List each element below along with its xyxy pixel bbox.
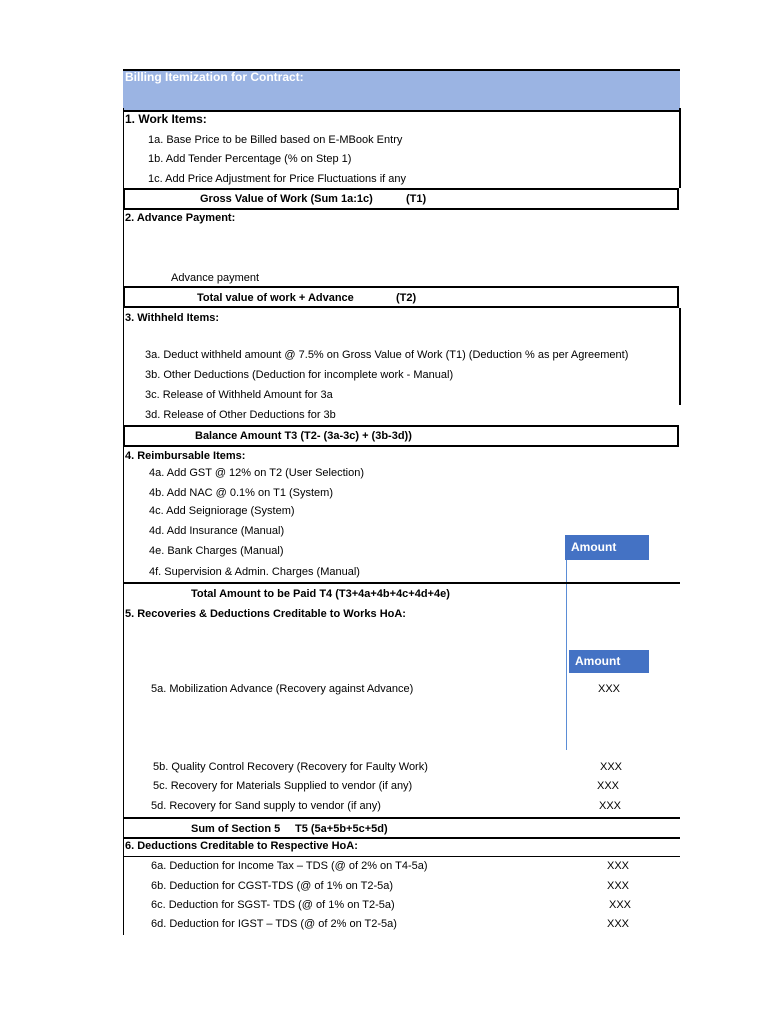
section2-item: Advance payment — [171, 272, 260, 284]
section5-item-5d: 5d. Recovery for Sand supply to vendor (if any) — [151, 800, 381, 812]
section4-total-top — [123, 582, 680, 584]
section2-total-code: (T2) — [396, 292, 417, 304]
section5-amount-5a: XXX — [598, 683, 621, 695]
section5-total-bottom — [123, 837, 680, 839]
right-border-1 — [679, 108, 681, 188]
section3-total-label: Balance Amount T3 (T2- (3a-3c) + (3b-3d)) — [195, 430, 412, 442]
section5-title: 5. Recoveries & Deductions Creditable to Works HoA: — [125, 608, 406, 620]
section4-item-4f: 4f. Supervision & Admin. Charges (Manual) — [149, 566, 360, 578]
section6-amount-6a: XXX — [607, 860, 630, 872]
right-border-2 — [679, 308, 681, 405]
section6-item-6a: 6a. Deduction for Income Tax – TDS (@ of 2% on T4-5a) — [151, 860, 428, 872]
section1-item-1b: 1b. Add Tender Percentage (% on Step 1) — [148, 153, 352, 165]
section1-title: 1. Work Items: — [125, 112, 207, 126]
section4-title: 4. Reimbursable Items: — [125, 450, 246, 462]
section6-item-6c: 6c. Deduction for SGST- TDS (@ of 1% on T2-5a) — [151, 899, 395, 911]
section2-total-label: Total value of work + Advance — [197, 292, 354, 304]
section6-title: 6. Deductions Creditable to Respective HoA: — [125, 840, 358, 852]
section6-amount-6d: XXX — [607, 918, 630, 930]
section3-title: 3. Withheld Items: — [125, 312, 220, 324]
section4-total-label: Total Amount to be Paid T4 (T3+4a+4b+4c+4d+4e) — [191, 588, 450, 600]
section6-amount-6c: XXX — [609, 899, 632, 911]
section5-amount-5b: XXX — [600, 761, 623, 773]
section1-item-1c: 1c. Add Price Adjustment for Price Fluctuations if any — [148, 173, 407, 185]
section3-item-3d: 3d. Release of Other Deductions for 3b — [145, 409, 336, 421]
sheet-title: Billing Itemization for Contract: — [125, 70, 304, 84]
amount-header-2: Amount — [569, 650, 649, 673]
section2-title: 2. Advance Payment: — [125, 212, 236, 224]
section5-total-top — [123, 817, 680, 819]
section5-item-5a: 5a. Mobilization Advance (Recovery against Advance) — [151, 683, 414, 695]
left-border — [123, 108, 124, 935]
section5-item-5b: 5b. Quality Control Recovery (Recovery for Faulty Work) — [153, 761, 428, 773]
section1-total-code: (T1) — [406, 193, 427, 205]
section3-item-3c: 3c. Release of Withheld Amount for 3a — [145, 389, 333, 401]
section6-item-6d: 6d. Deduction for IGST – TDS (@ of 2% on T2-5a) — [151, 918, 397, 930]
amount-column-line — [566, 560, 567, 750]
section5-amount-5c: XXX — [597, 780, 620, 792]
section6-amount-6b: XXX — [607, 880, 630, 892]
section4-item-4b: 4b. Add NAC @ 0.1% on T1 (System) — [149, 487, 333, 499]
section6-item-6b: 6b. Deduction for CGST-TDS (@ of 1% on T2-5a) — [151, 880, 394, 892]
section3-item-3a: 3a. Deduct withheld amount @ 7.5% on Gross Value of Work (T1) (Deduction % as per Agreement) — [145, 349, 629, 361]
section3-item-3b: 3b. Other Deductions (Deduction for incomplete work - Manual) — [145, 369, 454, 381]
amount-header-1: Amount — [565, 535, 649, 560]
section5-amount-5d: XXX — [599, 800, 622, 812]
section4-item-4d: 4d. Add Insurance (Manual) — [149, 525, 285, 537]
section4-item-4e: 4e. Bank Charges (Manual) — [149, 545, 284, 557]
section5-total-label: Sum of Section 5 — [191, 823, 281, 835]
section5-total-code: T5 (5a+5b+5c+5d) — [295, 823, 388, 835]
section4-item-4a: 4a. Add GST @ 12% on T2 (User Selection) — [149, 467, 364, 479]
section5-item-5c: 5c. Recovery for Materials Supplied to vendor (if any) — [153, 780, 413, 792]
section1-item-1a: 1a. Base Price to be Billed based on E-MBook Entry — [148, 134, 403, 146]
section6-title-underline — [123, 856, 680, 857]
section4-item-4c: 4c. Add Seigniorage (System) — [149, 505, 295, 517]
section1-total-label: Gross Value of Work (Sum 1a:1c) — [200, 193, 373, 205]
